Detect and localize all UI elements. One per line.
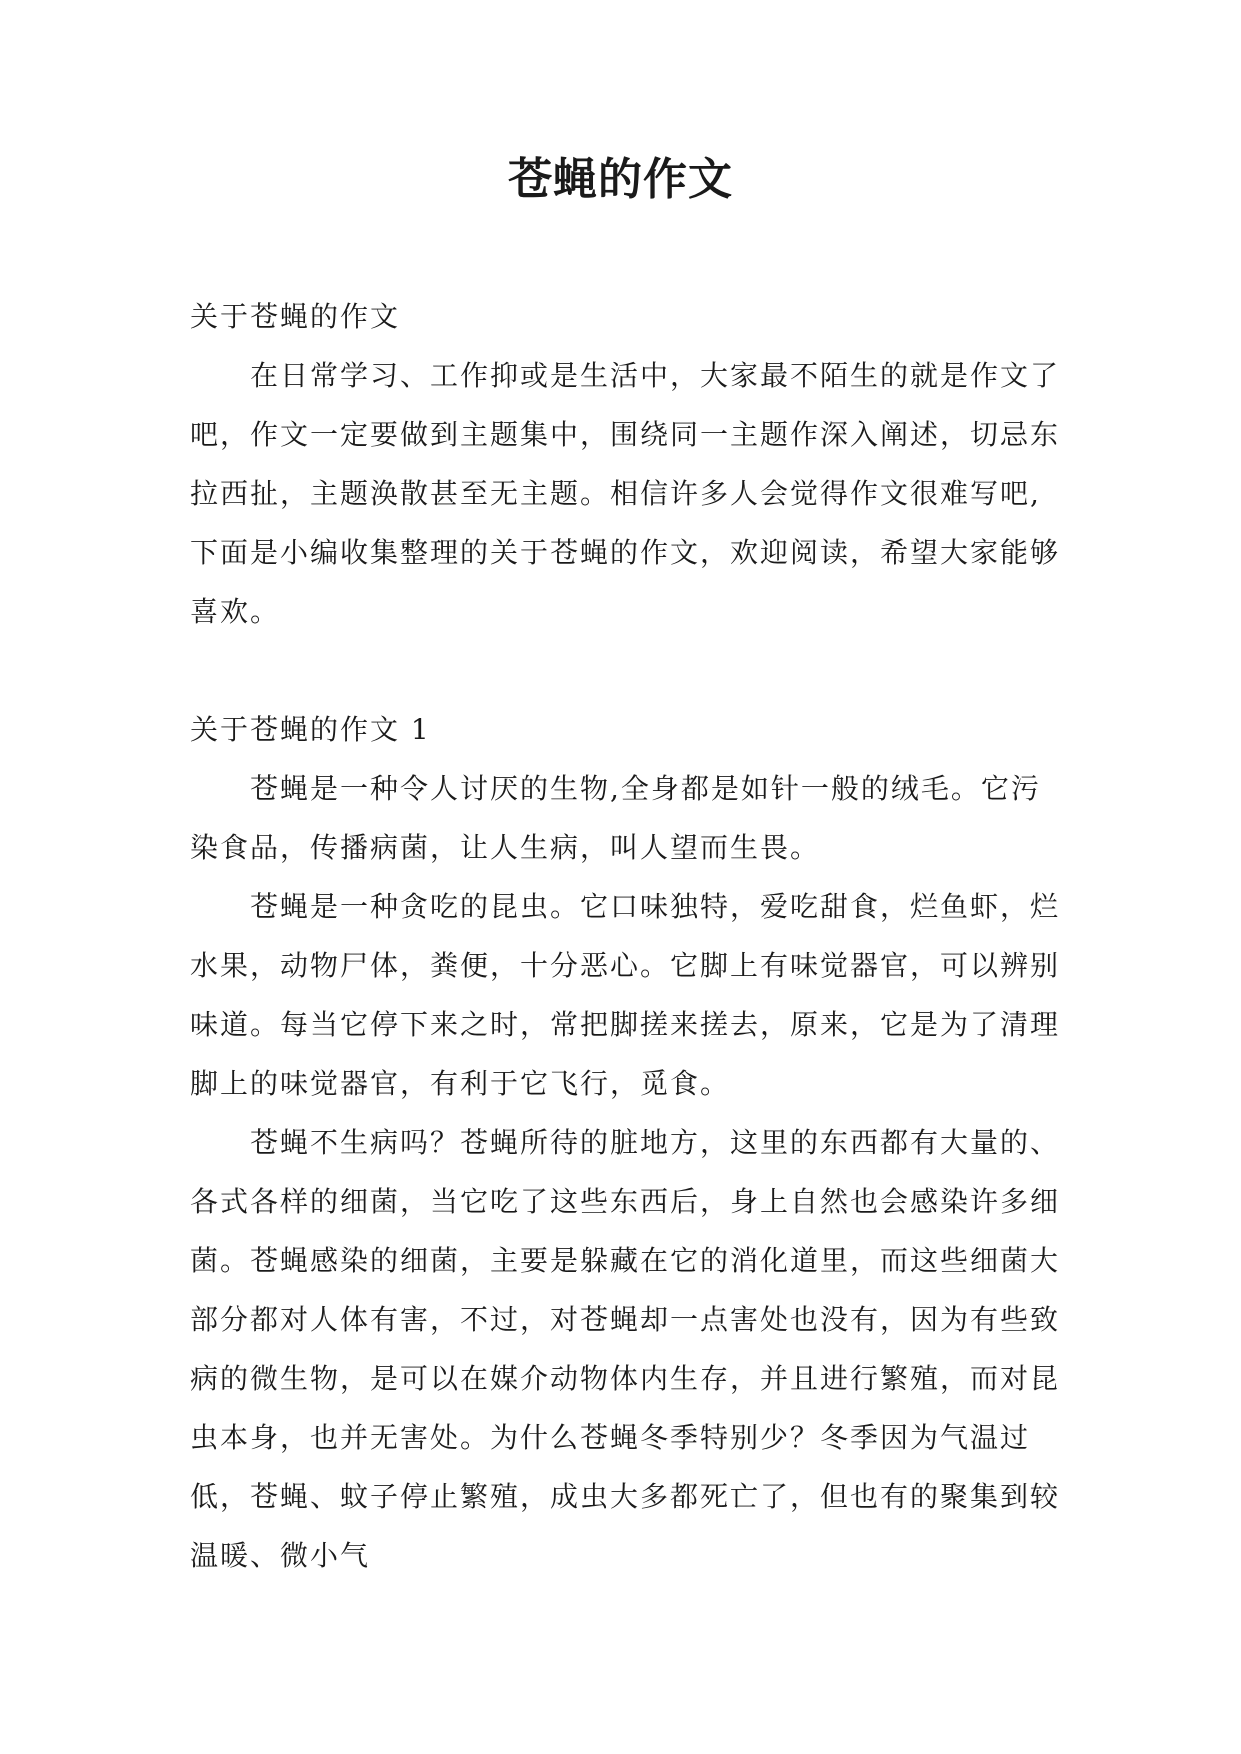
essay-1-paragraph-3: 苍蝇不生病吗？苍蝇所待的脏地方，这里的东西都有大量的、各式各样的细菌，当它吃了这些东西后，身上自然也会感染许多细菌。苍蝇感染的细菌，主要是躲藏在它的消化道里，而这些细菌大部分都对人体有害，不过，对苍蝇却一点害处也没有，因为有些致病的微生物，是可以在媒介动物体内生存，并且进行繁殖，而对昆虫本身，也并无害处。为什么苍蝇冬季特别少？冬季因为气温过低，苍蝇、蚊子停止繁殖，成虫大多都死亡了，但也有的聚集到较温暖、微小气 <box>190 1126 1061 1572</box>
section-spacer <box>190 641 1060 700</box>
document-body <box>190 287 1060 1585</box>
essay-1-heading: 关于苍蝇的作文 1 <box>190 713 431 746</box>
essay-1-paragraph-2: 苍蝇是一种贪吃的昆虫。它口味独特，爱吃甜食，烂鱼虾，烂水果，动物尸体，粪便，十分恶心。它脚上有味觉器官，可以辨别味道。每当它停下来之时，常把脚搓来搓去，原来，它是为了清理脚上的味觉器官，有利于它飞行，觅食。 <box>190 890 1061 1100</box>
document-title: 苍蝇的作文 <box>508 154 733 205</box>
essay-1-paragraph-1: 苍蝇是一种令人讨厌的生物,全身都是如针一般的绒毛。它污染食品，传播病菌，让人生病，叫人望而生畏。 <box>190 772 1041 864</box>
intro-heading: 关于苍蝇的作文 <box>190 300 401 333</box>
intro-paragraph: 在日常学习、工作抑或是生活中，大家最不陌生的就是作文了吧，作文一定要做到主题集中，围绕同一主题作深入阐述，切忌东拉西扯，主题涣散甚至无主题。相信许多人会觉得作文很难写吧,下面是小编收集整理的关于苍蝇的作文，欢迎阅读，希望大家能够喜欢。 <box>190 359 1061 628</box>
